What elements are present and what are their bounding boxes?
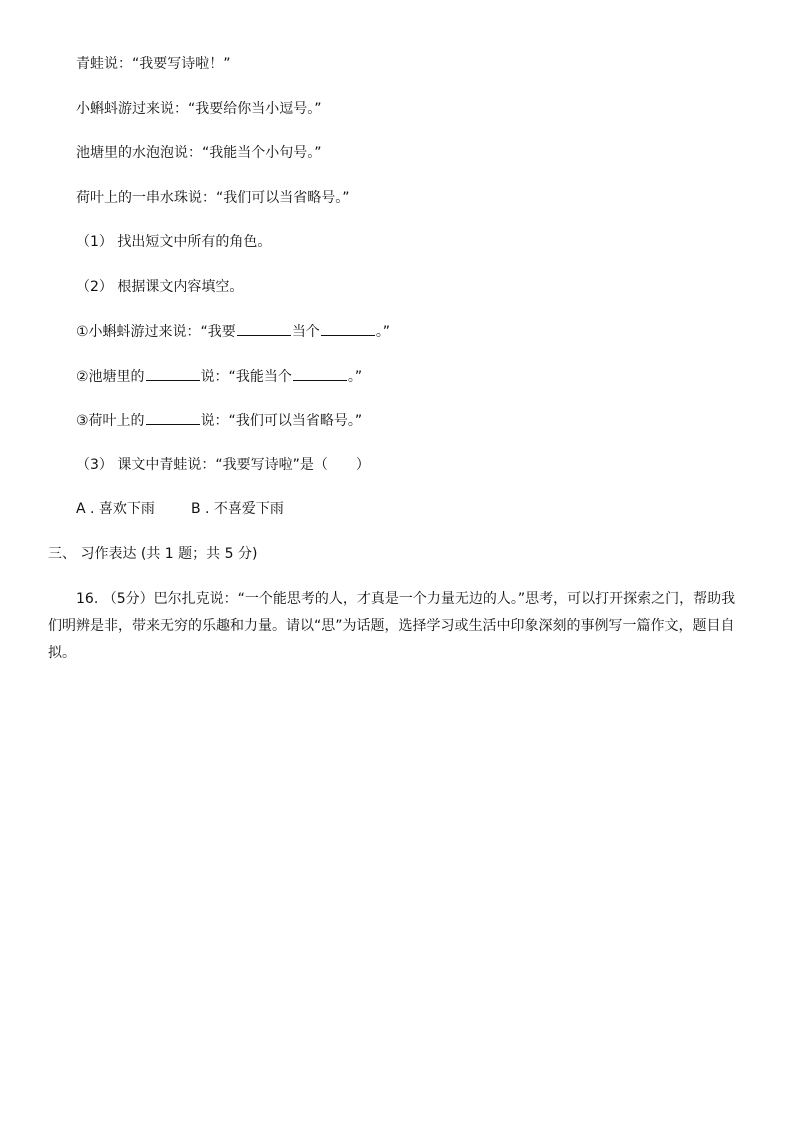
- option-a[interactable]: A . 喜欢下雨: [76, 501, 155, 517]
- question-2: （2） 根据课文内容填空。: [76, 279, 244, 295]
- answer-blank[interactable]: [237, 321, 291, 336]
- fill-2-text-c: 。”: [347, 369, 363, 385]
- passage-line-tadpole: 小蝌蚪游过来说：“我要给你当小逗号。”: [76, 101, 322, 117]
- passage-line-waterdrops: 荷叶上的一串水珠说：“我们可以当省略号。”: [76, 190, 350, 206]
- fill-2-text-b: 说：“我能当个: [200, 369, 292, 385]
- passage-line-bubble: 池塘里的水泡泡说：“我能当个小句号。”: [76, 145, 322, 161]
- fill-line-3: [76, 410, 362, 431]
- fill-1-text-b: 当个: [291, 324, 320, 340]
- answer-blank[interactable]: [146, 410, 200, 425]
- question-1: （1） 找出短文中所有的角色。: [76, 234, 272, 250]
- passage-line-frog: 青蛙说：“我要写诗啦！”: [76, 56, 231, 72]
- fill-1-text-c: 。”: [375, 324, 391, 340]
- fill-line-2: [76, 366, 362, 387]
- fill-2-text-a: ②池塘里的: [76, 369, 145, 385]
- section-heading: 三、 习作表达 (共 1 题；共 5 分): [48, 546, 258, 562]
- fill-3-text-b: 说：“我们可以当省略号。”: [200, 413, 363, 429]
- answer-blank[interactable]: [146, 366, 200, 381]
- question-16: 16. （5分）巴尔扎克说：“一个能思考的人，才真是一个力量无边的人。”思考，可以打开探索之门，帮助我们明辨是非，带来无穷的乐趣和力量。请以“思”为话题，选择学习或生活中印象深刻的事例写一篇作文，题目自拟。: [48, 591, 736, 661]
- answer-options: [76, 499, 284, 519]
- option-b[interactable]: B . 不喜爱下雨: [190, 501, 284, 517]
- answer-blank[interactable]: [321, 321, 375, 336]
- fill-line-1: [76, 321, 390, 342]
- fill-1-text-a: ①小蝌蚪游过来说：“我要: [76, 324, 236, 340]
- question-3: （3） 课文中青蛙说：“我要写诗啦”是（ ）: [76, 457, 370, 473]
- answer-blank[interactable]: [293, 366, 347, 381]
- fill-3-text-a: ③荷叶上的: [76, 413, 145, 429]
